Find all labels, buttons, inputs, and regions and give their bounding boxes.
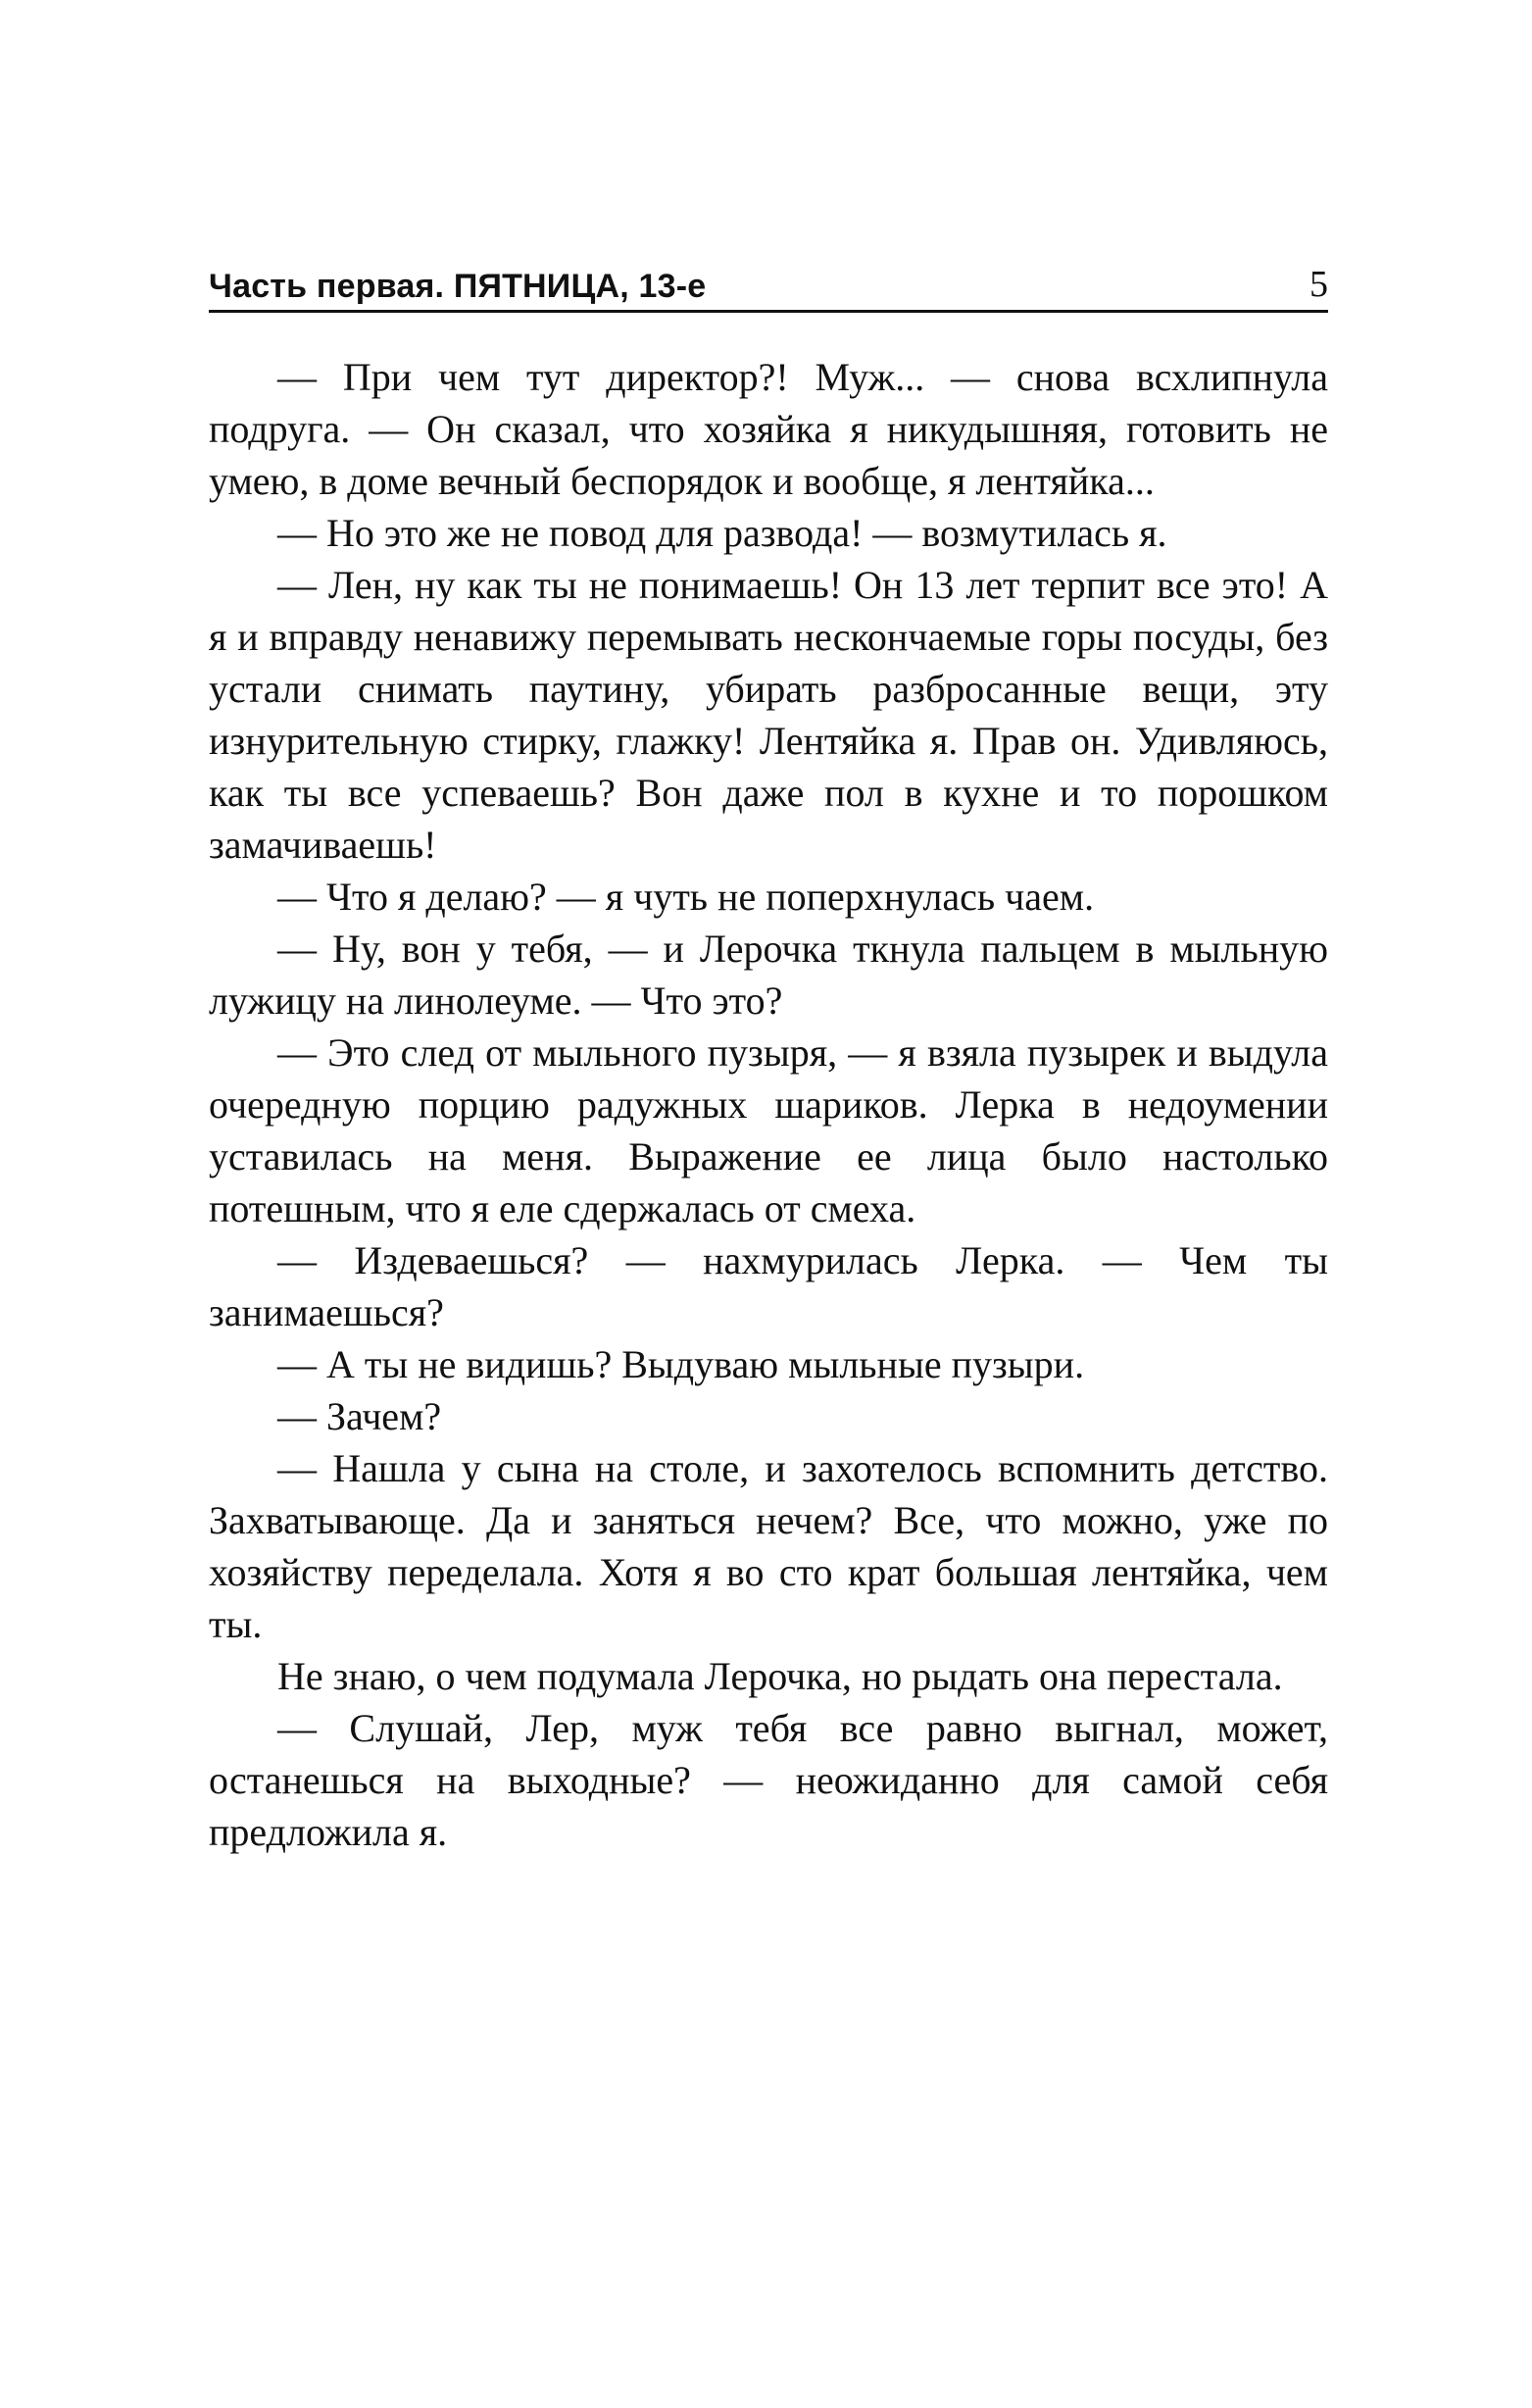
paragraph: — Зачем? <box>277 1394 442 1438</box>
paragraph: — Слушай, Лер, муж тебя все равно выгнал, может, останешься на выходные? — неожиданно для самой себя предложила я. <box>209 1706 1328 1854</box>
running-title: Часть первая. ПЯТНИЦА, 13-е <box>209 268 707 305</box>
running-header <box>209 257 1328 313</box>
paragraph: — А ты не видишь? Выдуваю мыльные пузыри. <box>277 1342 1085 1386</box>
paragraph: Не знаю, о чем подумала Лерочка, но рыдать она перестала. <box>277 1654 1283 1698</box>
page-number: 5 <box>1310 264 1328 305</box>
paragraph: — Что я делаю? — я чуть не поперхнулась чаем. <box>277 875 1095 919</box>
paragraph: — При чем тут директор?! Муж... — снова всхлипнула подруга. — Он сказал, что хозяйка я никудышняя, готовить не умею, в доме вечный беспорядок и вообще, я лентяйка... <box>209 355 1328 503</box>
paragraph: — Издеваешься? — нахмурилась Лерка. — Чем ты занимаешься? <box>209 1238 1328 1334</box>
paragraph: — Лен, ну как ты не понимаешь! Он 13 лет терпит все это! А я и вправду ненавижу перемывать нескончаемые горы посуды, без устали снимать паутину, убирать разбросанные вещи, эту изнурительную стирку, глажку! Лентяйка я. Прав он. Удивляюсь, как ты все успеваешь? Вон даже пол в кухне и то порошком замачиваешь! <box>209 563 1328 867</box>
paragraph: — Нашла у сына на столе, и захотелось вспомнить детство. Захватывающе. Да и заняться нечем? Все, что можно, уже по хозяйству переделала. Хотя я во сто крат большая лентяйка, чем ты. <box>209 1446 1328 1646</box>
paragraph: — Ну, вон у тебя, — и Лерочка ткнула пальцем в мыльную лужицу на линолеуме. — Что это? <box>209 927 1328 1023</box>
paragraph: — Но это же не повод для развода! — возмутилась я. <box>277 511 1167 555</box>
paragraph: — Это след от мыльного пузыря, — я взяла пузырек и выдула очередную порцию радужных шариков. Лерка в недоумении уставилась на меня. Выражение ее лица было настолько потешным, что я еле сдержалась от смеха. <box>209 1030 1328 1230</box>
body-text <box>209 351 1328 1858</box>
